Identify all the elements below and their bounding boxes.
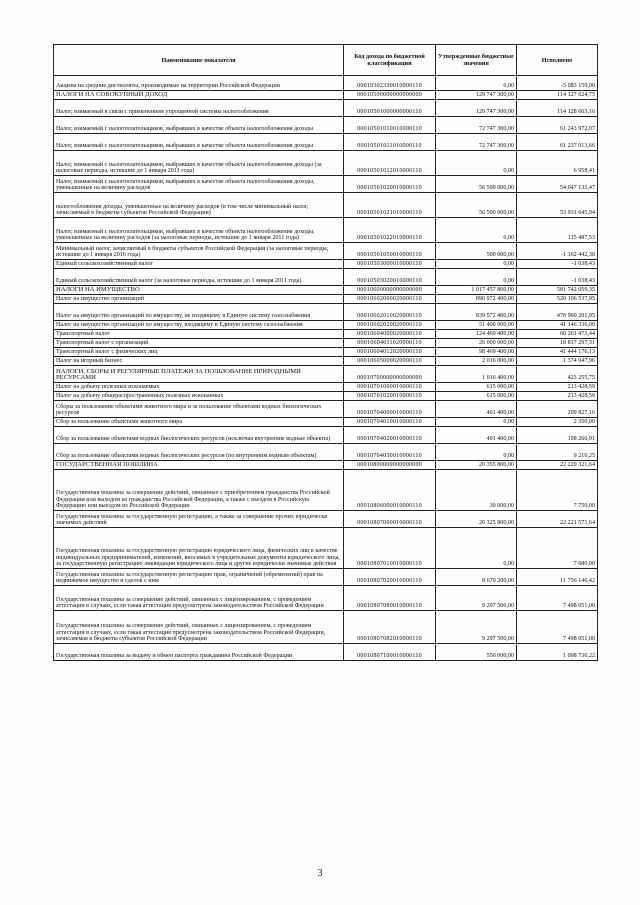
table-row <box>54 461 598 470</box>
row-name: Государственная пошлина за государственную регистрацию прав, ограничений (обременений) прав на недвижимое имущество и сделок с ним <box>54 569 344 586</box>
row-executed: 41 146 336,00 <box>517 321 598 330</box>
row-approved: 30 000,00 <box>436 470 517 511</box>
table-row <box>54 260 598 269</box>
row-name: Сборы за пользование объектами животного мира и за пользование объектами водных биологических ресурсов <box>54 401 344 418</box>
row-name: Минимальный налог, зачисляемый в бюджеты субъектов Российской Федерации (за налоговые периоды, истекшие до 1 января 2016 года) <box>54 243 344 260</box>
row-code: 00010807082010000110 <box>344 611 436 644</box>
row-code: 00010501022010000110 <box>344 218 436 243</box>
row-executed: 54 047 133,47 <box>517 176 598 193</box>
row-code: 00010604000020000110 <box>344 330 436 339</box>
row-approved: 401 400,00 <box>436 401 517 418</box>
row-name: налогообложения доходы, уменьшенные на величину расходов (в том числе минимальный налог, зачисляемый в бюджеты субъектов Российской Федерации) <box>54 193 344 218</box>
row-code: 00010501012010000110 <box>344 151 436 176</box>
table-row <box>54 321 598 330</box>
row-approved: 0,00 <box>436 418 517 427</box>
row-approved: 129 747 300,00 <box>436 91 517 100</box>
row-name: Единый сельскохозяйственный налог <box>54 260 344 269</box>
row-approved: 401 400,00 <box>436 427 517 444</box>
table-row <box>54 357 598 366</box>
row-code: 00010807010010000110 <box>344 528 436 569</box>
row-name: НАЛОГИ НА СОВОКУПНЫЙ ДОХОД <box>54 91 344 100</box>
row-executed: 423 255,75 <box>517 366 598 383</box>
row-code: 00010600000000000000 <box>344 286 436 295</box>
table-row <box>54 348 598 357</box>
row-code: 00010501050010000110 <box>344 243 436 260</box>
row-approved: 9 297 500,00 <box>436 586 517 611</box>
row-approved: 20 355 800,00 <box>436 461 517 470</box>
row-approved: 20 325 800,00 <box>436 511 517 528</box>
row-code: 00010503020010000110 <box>344 269 436 286</box>
row-code: 00010800000000000000 <box>344 461 436 470</box>
table-row <box>54 330 598 339</box>
row-approved: 72 747 300,00 <box>436 117 517 134</box>
row-executed: 6 958,41 <box>517 151 598 176</box>
row-executed: 53 931 645,94 <box>517 193 598 218</box>
table-row <box>54 401 598 418</box>
row-name: Налог на добычу общераспространенных полезных ископаемых <box>54 392 344 401</box>
table-row <box>54 117 598 134</box>
table-header-row <box>54 45 598 76</box>
row-executed: 581 742 059,35 <box>517 286 598 295</box>
table-row <box>54 193 598 218</box>
row-executed: 2 350,00 <box>517 418 598 427</box>
row-executed: 22 229 321,64 <box>517 461 598 470</box>
table-row <box>54 339 598 348</box>
row-approved: 0,00 <box>436 260 517 269</box>
row-approved: 9 297 500,00 <box>436 611 517 644</box>
table-row <box>54 470 598 511</box>
row-executed: 7 498 051,00 <box>517 586 598 611</box>
row-approved: 0,00 <box>436 528 517 569</box>
row-approved: 98 469 400,00 <box>436 348 517 357</box>
table-body <box>54 76 598 661</box>
row-code: 00010501011010000110 <box>344 134 436 151</box>
row-executed: -5 083 159,00 <box>517 76 598 91</box>
row-executed: 1 098 730,22 <box>517 644 598 661</box>
row-executed: 7 680,00 <box>517 528 598 569</box>
row-code: 00010704020010000110 <box>344 427 436 444</box>
row-executed: 7 498 051,00 <box>517 611 598 644</box>
row-approved: 0,00 <box>436 76 517 91</box>
table-row <box>54 76 598 91</box>
table-row <box>54 218 598 243</box>
row-approved: 890 972 400,00 <box>436 295 517 304</box>
row-approved: 0,00 <box>436 269 517 286</box>
row-approved: 56 500 000,00 <box>436 176 517 193</box>
table-row <box>54 286 598 295</box>
row-approved: 56 500 000,00 <box>436 193 517 218</box>
page-number: 3 <box>317 868 323 879</box>
table-row <box>54 295 598 304</box>
row-name: Транспортный налог с физических лиц <box>54 348 344 357</box>
row-executed: 9 210,25 <box>517 444 598 461</box>
row-name: Государственная пошлина за государственную регистрацию юридического лица, физических лиц в качестве индивидуальных предпринимателей, изменений, вносимых в учредительные документы юридического лица, за государственную регистрацию ликвидации юридического лица и другие юридически значимые действия <box>54 528 344 569</box>
row-name: Транспортный налог с организаций <box>54 339 344 348</box>
row-approved: 129 747 300,00 <box>436 100 517 117</box>
row-executed: 478 960 201,95 <box>517 304 598 321</box>
table-row <box>54 586 598 611</box>
row-approved: 1 017 457 800,00 <box>436 286 517 295</box>
row-name: Акцизы на средние дистилляты, производимые на территории Российской Федерации <box>54 76 344 91</box>
table-row <box>54 151 598 176</box>
table-row <box>54 243 598 260</box>
row-executed: 209 827,16 <box>517 401 598 418</box>
row-name: Налог, взимаемый с налогоплательщиков, выбравших в качестве объекта налогообложения доходы <box>54 134 344 151</box>
row-name: Налог, взимаемый с налогоплательщиков, выбравших в качестве объекта налогообложения доходы, уменьшенные на величину расходов <box>54 176 344 193</box>
row-executed: -1 038,43 <box>517 269 598 286</box>
row-executed: 22 221 571,64 <box>517 511 598 528</box>
row-code: 00010501000000000110 <box>344 100 436 117</box>
row-name: Налог на имущество организаций по имуществу, не входящему в Единую систему газоснабжения <box>54 304 344 321</box>
header-code: Код дохода по бюджетной классификации <box>344 45 436 76</box>
row-name: Налог, взимаемый с налогоплательщиков, выбравших в качестве объекта налогообложения доходы, уменьшенные на величину расходов (за налоговые периоды, истекшие до 1 января 2011 года) <box>54 218 344 243</box>
row-code: 00010501010010000110 <box>344 117 436 134</box>
header-approved: Утвержденные бюджетные значения <box>436 45 517 76</box>
row-approved: 0,00 <box>436 151 517 176</box>
row-name: Государственная пошлина за государственную регистрацию, а также за совершение прочих юридически значимых действий <box>54 511 344 528</box>
row-approved: 615 000,00 <box>436 383 517 392</box>
budget-revenue-table <box>53 44 598 661</box>
table-row <box>54 444 598 461</box>
table-row <box>54 392 598 401</box>
row-approved: 0,00 <box>436 218 517 243</box>
row-executed: 7 750,00 <box>517 470 598 511</box>
row-name: Налог на имущество организаций по имуществу, входящему в Единую систему газоснабжения <box>54 321 344 330</box>
row-code: 00010605000020000110 <box>344 357 436 366</box>
row-name: Налог на добычу полезных ископаемых <box>54 383 344 392</box>
row-executed: 1 374 047,96 <box>517 357 598 366</box>
row-name: Государственная пошлина за совершение действий, связанных с лицензированием, с проведением аттестации в случаях, если такая аттестация предусмотрена законодательством Российской Федерации, зачисляемая в бюджеты субъектов Российской Федерации <box>54 611 344 644</box>
row-executed: 18 817 297,31 <box>517 339 598 348</box>
row-executed: 60 261 473,44 <box>517 330 598 339</box>
row-approved: 72 747 300,00 <box>436 134 517 151</box>
row-code: 00010807080010000110 <box>344 586 436 611</box>
row-name: НАЛОГИ НА ИМУЩЕСТВО <box>54 286 344 295</box>
row-name: Государственная пошлина за выдачу и обмен паспорта гражданина Российской Федерации <box>54 644 344 661</box>
row-approved: 500 000,00 <box>436 243 517 260</box>
table-row <box>54 134 598 151</box>
table-row <box>54 383 598 392</box>
row-code: 00010501020010000110 <box>344 176 436 193</box>
table-row <box>54 644 598 661</box>
table-row <box>54 304 598 321</box>
row-approved: 26 000 000,00 <box>436 339 517 348</box>
row-executed: 213 428,59 <box>517 392 598 401</box>
row-name: Сбор за пользование объектами водных биологических ресурсов (по внутренним водным объектам) <box>54 444 344 461</box>
row-approved: 1 016 400,00 <box>436 366 517 383</box>
row-name: Налог на игорный бизнес <box>54 357 344 366</box>
row-executed: -1 038,43 <box>517 260 598 269</box>
row-code: 00010602020020000110 <box>344 321 436 330</box>
row-name: Государственная пошлина за совершение действий, связанных с лицензированием, с проведением аттестации в случаях, если такая аттестация предусмотрена законодательством Российской Федерации <box>54 586 344 611</box>
header-executed: Исполнено <box>517 45 598 76</box>
row-name: Налог на имущество организаций <box>54 295 344 304</box>
row-executed: -1 162 442,38 <box>517 243 598 260</box>
row-name: Налог, взимаемый с налогоплательщиков, выбравших в качестве объекта налогообложения доходы (за налоговые периоды, истекшие до 1 января 2011 года) <box>54 151 344 176</box>
row-executed: 114 127 624,75 <box>517 91 598 100</box>
row-code: 00010704000010000110 <box>344 401 436 418</box>
row-code: 00010503000010000110 <box>344 260 436 269</box>
row-code: 00010604011020000110 <box>344 339 436 348</box>
row-code: 00010806000010000110 <box>344 470 436 511</box>
row-code: 00010302330010000110 <box>344 76 436 91</box>
row-executed: 11 756 140,42 <box>517 569 598 586</box>
table-row <box>54 366 598 383</box>
row-code: 00010701020010000110 <box>344 392 436 401</box>
row-code: 00010700000000000000 <box>344 366 436 383</box>
row-code: 00010602010020000110 <box>344 304 436 321</box>
table-row <box>54 418 598 427</box>
row-executed: 61 237 013,66 <box>517 134 598 151</box>
row-approved: 124 469 400,00 <box>436 330 517 339</box>
row-code: 00010500000000000000 <box>344 91 436 100</box>
row-executed: 198 266,91 <box>517 427 598 444</box>
table-row <box>54 511 598 528</box>
table-row <box>54 569 598 586</box>
row-name: Сбор за пользование объектами водных биологических ресурсов (исключая внутренние водные объекты) <box>54 427 344 444</box>
row-name: Транспортный налог <box>54 330 344 339</box>
row-name: ГОСУДАРСТВЕННАЯ ПОШЛИНА <box>54 461 344 470</box>
table-row <box>54 611 598 644</box>
table-row <box>54 269 598 286</box>
row-code: 00010807100010000110 <box>344 644 436 661</box>
row-approved: 615 000,00 <box>436 392 517 401</box>
row-executed: 41 444 176,13 <box>517 348 598 357</box>
row-code: 00010704010010000110 <box>344 418 436 427</box>
row-code: 00010602000020000110 <box>344 295 436 304</box>
row-code: 00010807000010000110 <box>344 511 436 528</box>
row-code: 00010604012020000110 <box>344 348 436 357</box>
row-approved: 2 016 000,00 <box>436 357 517 366</box>
header-name: Наименование показателя <box>54 45 344 76</box>
row-code: 00010501021010000110 <box>344 193 436 218</box>
row-code: 00010701000010000110 <box>344 383 436 392</box>
row-name: Налог, взимаемый с налогоплательщиков, выбравших в качестве объекта налогообложения доходы <box>54 117 344 134</box>
row-executed: 61 243 972,07 <box>517 117 598 134</box>
table-row <box>54 176 598 193</box>
row-approved: 0,00 <box>436 444 517 461</box>
row-code: 00010807020010000110 <box>344 569 436 586</box>
row-executed: 114 128 663,16 <box>517 100 598 117</box>
row-approved: 51 400 000,00 <box>436 321 517 330</box>
row-name: Сбор за пользование объектами животного мира <box>54 418 344 427</box>
row-approved: 8 670 200,00 <box>436 569 517 586</box>
row-executed: 115 487,53 <box>517 218 598 243</box>
row-name: Налог, взимаемый в связи с применением упрощенной системы налогообложения <box>54 100 344 117</box>
table-row <box>54 427 598 444</box>
table-row <box>54 528 598 569</box>
row-approved: 550 000,00 <box>436 644 517 661</box>
row-name: НАЛОГИ, СБОРЫ И РЕГУЛЯРНЫЕ ПЛАТЕЖИ ЗА ПОЛЬЗОВАНИЕ ПРИРОДНЫМИ РЕСУРСАМИ <box>54 366 344 383</box>
row-name: Государственная пошлина за совершение действий, связанных с приобретением гражданства Российской Федерации или выходом из гражданства Российской Федерации, а также с въездом в Российскую Федерацию или выездом из Российской Федерации <box>54 470 344 511</box>
row-code: 00010704030010000110 <box>344 444 436 461</box>
table-row <box>54 100 598 117</box>
row-approved: 839 572 400,00 <box>436 304 517 321</box>
row-executed: 520 106 537,95 <box>517 295 598 304</box>
row-executed: 213 428,59 <box>517 383 598 392</box>
table-row <box>54 91 598 100</box>
row-name: Единый сельскохозяйственный налог (за налоговые периоды, истекшие до 1 января 2011 года) <box>54 269 344 286</box>
